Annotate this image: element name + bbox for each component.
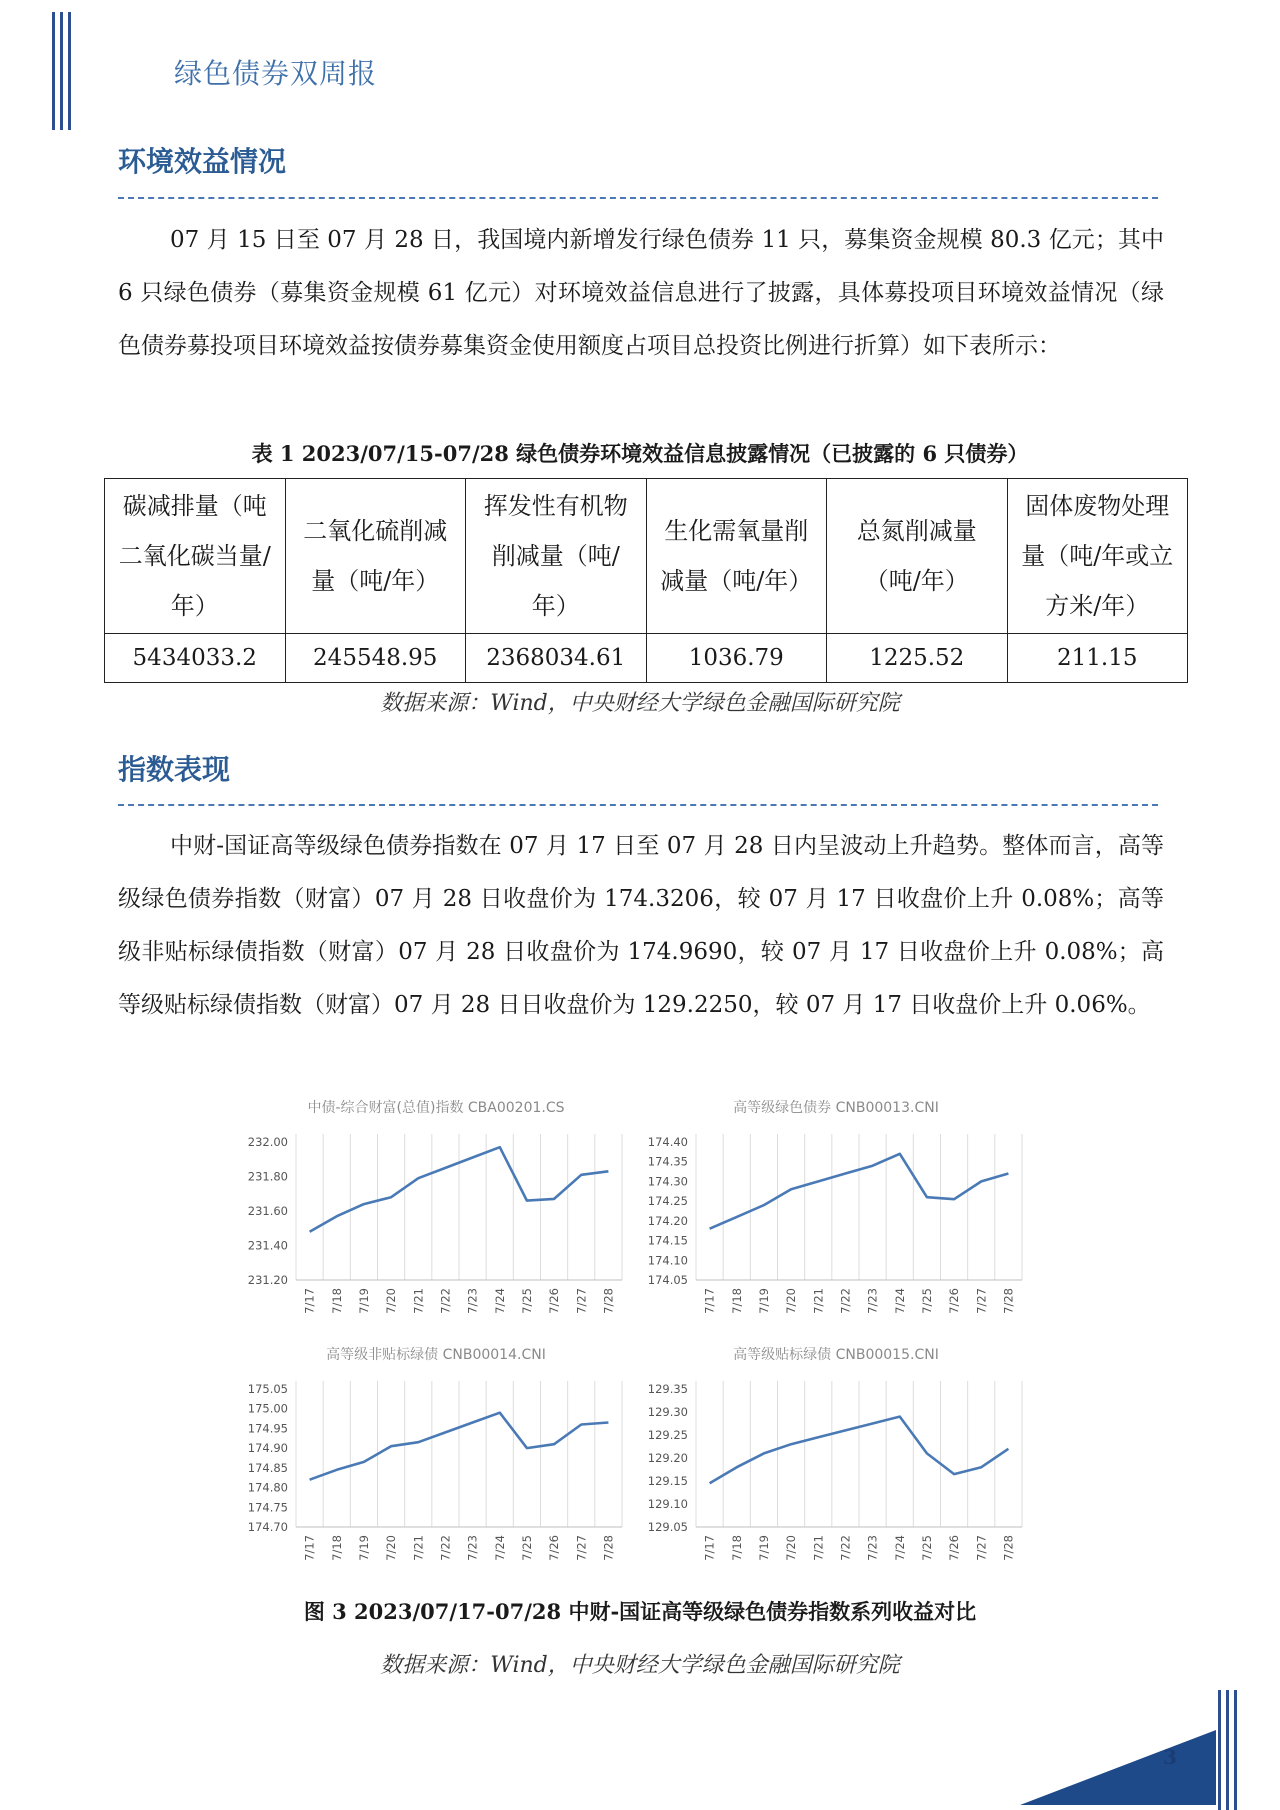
x-tick-label: 7/27	[974, 1288, 989, 1314]
y-tick-label: 231.20	[247, 1273, 288, 1287]
x-tick-label: 7/17	[702, 1288, 717, 1314]
x-tick-label: 7/22	[838, 1535, 853, 1561]
x-tick-label: 7/17	[302, 1535, 317, 1561]
x-tick-label: 7/24	[492, 1535, 507, 1561]
y-tick-label: 129.20	[647, 1451, 688, 1465]
y-tick-label: 174.25	[647, 1194, 688, 1209]
x-tick-label: 7/23	[465, 1288, 480, 1314]
x-tick-label: 7/17	[702, 1535, 717, 1561]
y-tick-label: 175.05	[247, 1382, 288, 1396]
section-heading-environment: 环境效益情况	[118, 145, 287, 178]
table-header-cell: 挥发性有机物削减量（吨/年）	[466, 479, 647, 634]
index-chart-cnb00014	[236, 1337, 636, 1582]
x-tick-label: 7/22	[438, 1535, 453, 1561]
table-cell: 1036.79	[646, 634, 827, 683]
y-tick-label: 231.60	[247, 1204, 288, 1218]
y-tick-label: 231.40	[247, 1238, 288, 1253]
y-tick-label: 174.30	[647, 1174, 688, 1189]
x-tick-label: 7/26	[947, 1288, 962, 1314]
y-tick-label: 129.15	[647, 1474, 688, 1488]
x-tick-label: 7/22	[438, 1288, 453, 1314]
x-tick-label: 7/19	[756, 1288, 771, 1314]
y-tick-label: 175.00	[247, 1401, 288, 1416]
x-tick-label: 7/24	[892, 1288, 907, 1314]
x-tick-label: 7/21	[811, 1288, 826, 1314]
x-tick-label: 7/23	[465, 1535, 480, 1561]
x-tick-label: 7/22	[838, 1288, 853, 1314]
table-cell: 211.15	[1007, 634, 1188, 683]
x-tick-label: 7/18	[729, 1535, 744, 1561]
x-tick-label: 7/24	[492, 1288, 507, 1314]
x-tick-label: 7/26	[947, 1535, 962, 1561]
x-tick-label: 7/20	[784, 1288, 799, 1314]
x-tick-label: 7/21	[411, 1535, 426, 1561]
footer-decoration-bars	[1218, 1690, 1237, 1810]
y-tick-label: 129.05	[647, 1520, 688, 1534]
figure-caption: 图 3 2023/07/17-07/28 中财-国证高等级绿色债券指数系列收益对比	[303, 1599, 977, 1624]
y-tick-label: 174.95	[247, 1421, 288, 1436]
x-tick-label: 7/18	[329, 1288, 344, 1314]
index-chart-cnb00015	[636, 1337, 1036, 1582]
x-tick-label: 7/20	[384, 1288, 399, 1314]
y-tick-label: 174.70	[247, 1520, 288, 1534]
page-number: 3	[1163, 1745, 1177, 1769]
y-tick-label: 174.20	[647, 1213, 688, 1228]
section-divider	[118, 197, 1158, 199]
x-tick-label: 7/26	[547, 1535, 562, 1561]
x-tick-label: 7/25	[919, 1288, 934, 1314]
x-tick-label: 7/27	[974, 1535, 989, 1561]
y-tick-label: 231.80	[247, 1169, 288, 1184]
chart-title: 中债-综合财富(总值)指数 CBA00201.CS	[307, 1100, 565, 1116]
x-tick-label: 7/25	[919, 1535, 934, 1561]
x-tick-label: 7/18	[729, 1288, 744, 1314]
y-tick-label: 129.35	[647, 1382, 688, 1396]
x-tick-label: 7/23	[865, 1535, 880, 1561]
x-tick-label: 7/26	[547, 1288, 562, 1314]
index-chart-cba00201	[236, 1090, 636, 1335]
y-tick-label: 174.80	[247, 1480, 288, 1495]
y-tick-label: 174.35	[647, 1154, 688, 1169]
x-tick-label: 7/19	[756, 1535, 771, 1561]
y-tick-label: 129.25	[647, 1428, 688, 1442]
y-tick-label: 174.40	[647, 1135, 688, 1149]
x-tick-label: 7/27	[574, 1288, 589, 1314]
x-tick-label: 7/21	[411, 1288, 426, 1314]
x-tick-label: 7/28	[1001, 1535, 1016, 1561]
x-tick-label: 7/25	[519, 1288, 534, 1314]
section-divider	[118, 804, 1158, 806]
table-header-cell: 碳减排量（吨二氧化碳当量/年）	[105, 479, 286, 634]
x-tick-label: 7/20	[384, 1535, 399, 1561]
x-tick-label: 7/19	[356, 1288, 371, 1314]
y-tick-label: 174.90	[247, 1441, 288, 1456]
table-header-row	[105, 479, 1188, 634]
x-tick-label: 7/18	[329, 1535, 344, 1561]
table-header-cell: 二氧化硫削减量（吨/年）	[285, 479, 466, 634]
header-decoration-bars	[52, 12, 71, 130]
x-tick-label: 7/28	[601, 1288, 616, 1314]
y-tick-label: 129.10	[647, 1497, 688, 1511]
table-header-cell: 生化需氧量削减量（吨/年）	[646, 479, 827, 634]
x-tick-label: 7/21	[811, 1535, 826, 1561]
y-tick-label: 174.85	[247, 1460, 288, 1475]
x-tick-label: 7/28	[1001, 1288, 1016, 1314]
x-tick-label: 7/23	[865, 1288, 880, 1314]
y-tick-label: 232.00	[247, 1135, 288, 1149]
y-tick-label: 129.30	[647, 1405, 688, 1419]
table-cell: 2368034.61	[466, 634, 647, 683]
x-tick-label: 7/19	[356, 1535, 371, 1561]
figure-source-note: 数据来源：Wind，中央财经大学绿色金融国际研究院	[380, 1653, 900, 1678]
table-row	[105, 634, 1188, 683]
table-source-note: 数据来源：Wind，中央财经大学绿色金融国际研究院	[380, 691, 900, 716]
x-tick-label: 7/27	[574, 1535, 589, 1561]
y-tick-label: 174.10	[647, 1253, 688, 1268]
x-tick-label: 7/20	[784, 1535, 799, 1561]
table-header-cell: 总氮削减量（吨/年）	[827, 479, 1008, 634]
running-title: 绿色债券双周报	[174, 57, 378, 90]
section-heading-index: 指数表现	[118, 753, 231, 786]
environmental-benefit-table	[104, 478, 1188, 683]
x-tick-label: 7/28	[601, 1535, 616, 1561]
index-paragraph: 中财-国证高等级绿色债券指数在 07 月 17 日至 07 月 28 日内呈波动上升趋势。整体而言，高等级绿色债券指数（财富）07 月 28 日收盘价为 174.3206，较 07 月 17 日收盘价上升 0.08%；高等级非贴标绿债指数（财富）07 月 28 日收盘价为 174.9690，较 07 月 17 日收盘价上升 0.08%；高等级贴标绿债指数（财富）07 月 28 日日收盘价为 129.2250，较 07 月 17 日收盘价上升 0.06%。	[118, 833, 1164, 1018]
table-header-cell: 固体废物处理量（吨/年或立方米/年）	[1007, 479, 1188, 634]
x-tick-label: 7/17	[302, 1288, 317, 1314]
chart-title: 高等级贴标绿债 CNB00015.CNI	[733, 1347, 939, 1363]
x-tick-label: 7/24	[892, 1535, 907, 1561]
table-caption: 表 1 2023/07/15-07/28 绿色债券环境效益信息披露情况（已披露的 6 只债券）	[251, 441, 1029, 466]
chart-title: 高等级绿色债券 CNB00013.CNI	[733, 1100, 939, 1116]
y-tick-label: 174.75	[247, 1500, 288, 1515]
x-tick-label: 7/25	[519, 1535, 534, 1561]
y-tick-label: 174.05	[647, 1273, 688, 1287]
table-cell: 5434033.2	[105, 634, 286, 683]
chart-title: 高等级非贴标绿债 CNB00014.CNI	[326, 1347, 546, 1363]
table-cell: 245548.95	[285, 634, 466, 683]
table-cell: 1225.52	[827, 634, 1008, 683]
index-chart-cnb00013	[636, 1090, 1036, 1335]
y-tick-label: 174.15	[647, 1233, 688, 1248]
environment-paragraph: 07 月 15 日至 07 月 28 日，我国境内新增发行绿色债券 11 只，募集资金规模 80.3 亿元；其中 6 只绿色债券（募集资金规模 61 亿元）对环境效益信息进行了披露，具体募投项目环境效益情况（绿色债券募投项目环境效益按债券募集资金使用额度占项目总投资比例进行折算）如下表所示：	[118, 227, 1164, 359]
